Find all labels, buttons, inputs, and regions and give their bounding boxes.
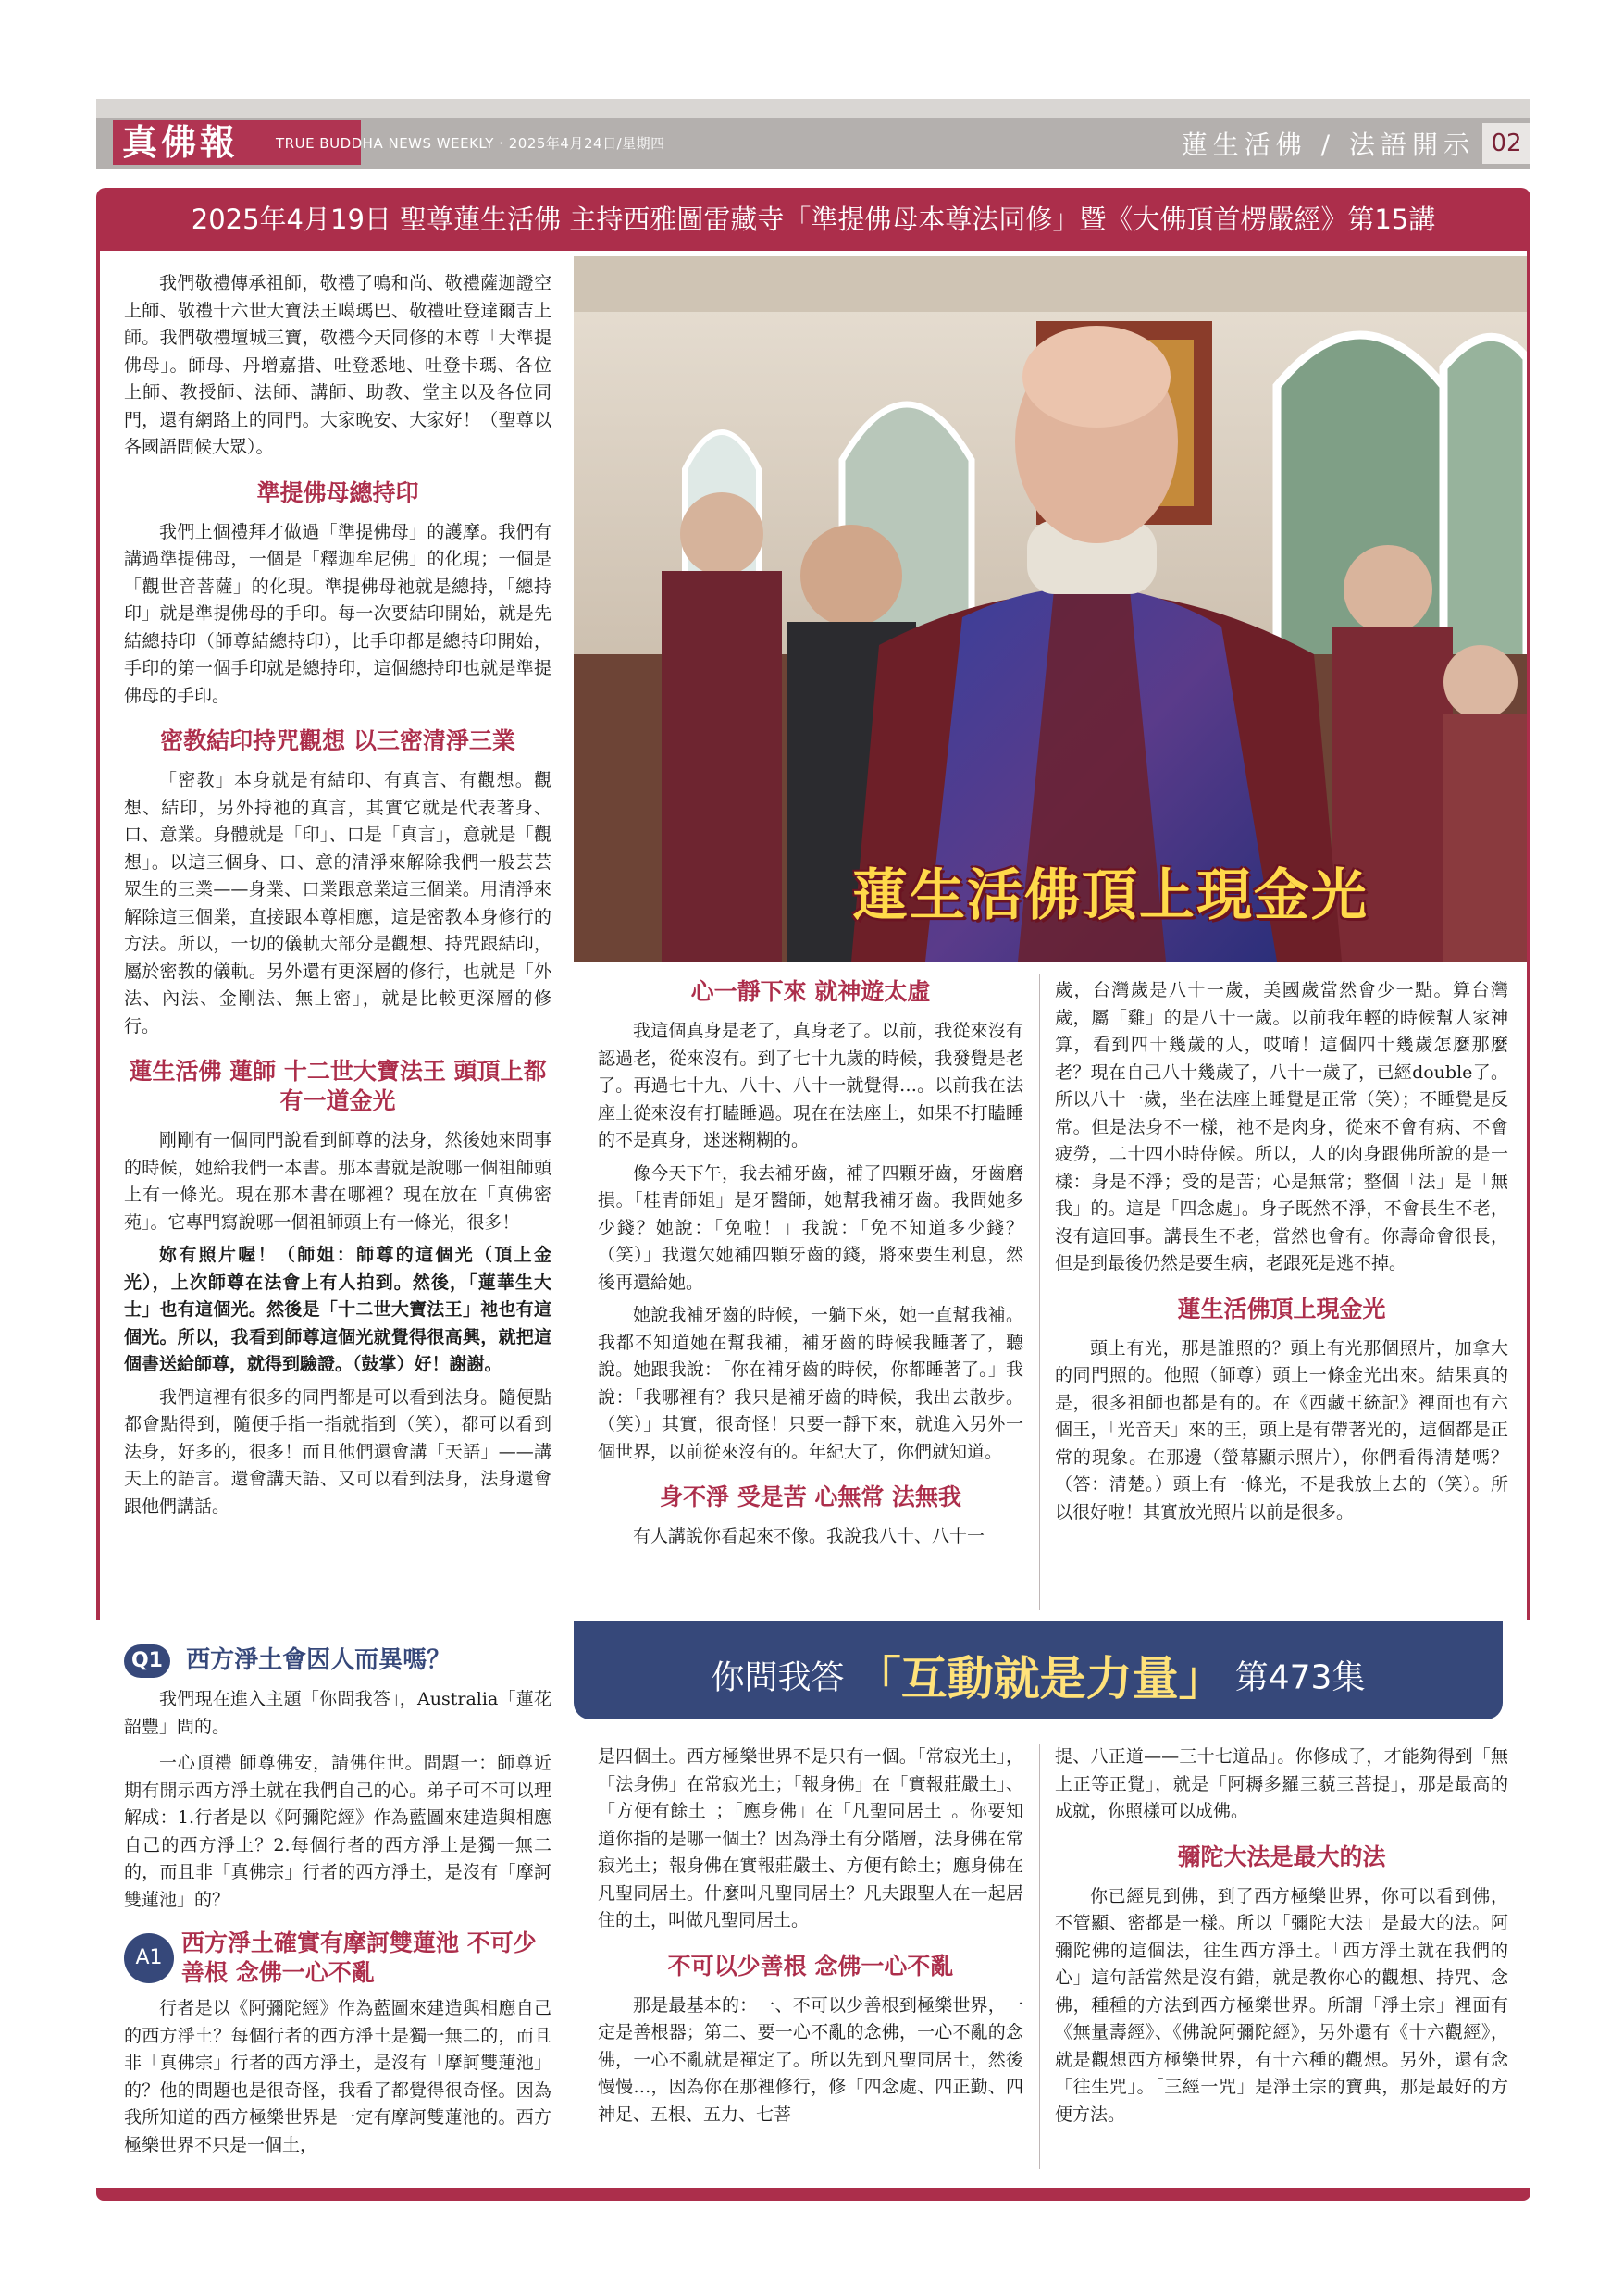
article-column-3 xyxy=(1055,977,1508,1532)
paragraph: 有人講說你看起來不像。我說我八十、八十一 xyxy=(633,1526,985,1546)
article-column-1 xyxy=(124,270,551,1526)
q-badge: Q1 xyxy=(124,1644,170,1678)
qa-banner-label: 你問我答 xyxy=(711,1658,845,1697)
qa-banner-episode: 第473集 xyxy=(1234,1658,1366,1697)
paragraph: 行者是以《阿彌陀經》作為藍圖來建造與相應自己的西方淨土？每個行者的西方淨土是獨一無二的，而且非「真佛宗」行者的西方淨土，是沒有「摩訶雙蓮池」的？他的問題也是很奇怪，我看了都覺得很奇怪。因為我所知道的西方極樂世界是一定有摩訶雙蓮池的。西方極樂世界不只是一個土， xyxy=(124,1998,551,2155)
edition-line: TRUE BUDDHA NEWS WEEKLY · 2025年4月24日/星期四 xyxy=(276,135,665,152)
answer-title: 西方淨土確實有摩訶雙蓮池 不可少善根 念佛一心不亂 xyxy=(181,1930,537,1986)
paragraph: 提、八正道——三十七道品」。你修成了，才能夠得到「無上正等正覺」，就是「阿耨多羅三藐三菩提」，那是最高的成就，你照樣可以成佛。 xyxy=(1055,1746,1508,1821)
paragraph: 我們這裡有很多的同門都是可以看到法身。隨便點都會點得到，隨便手指一指就指到（笑），都可以看到法身，好多的，很多！而且他們還會講「天語」——講天上的語言。還會講天語、又可以看到法身，法身還會跟他們講話。 xyxy=(124,1386,551,1517)
question-title-row xyxy=(124,1641,559,1678)
subheading: 密教結印持咒觀想 以三密清淨三業 xyxy=(160,727,515,754)
paragraph: 那是最基本的：一、不可以少善根到極樂世界，一定是善根器；第二、要一心不亂的念佛，一心不亂的念佛，一心不亂就是禪定了。所以先到凡聖同居土，然後慢慢…，因為你在那裡修行，修「四念處、四正勤、四神足、五根、五力、七菩 xyxy=(598,1994,1023,2125)
column-rule xyxy=(1039,1744,1040,2169)
paragraph: 妳有照片喔！（師姐：師尊的這個光（頂上金光），上次師尊在法會上有人拍到。然後，「蓮華生大士」也有這個光。然後是「十二世大寶法王」祂也有這個光。所以，我看到師尊這個光就覺得很高興，就把這個書送給師尊，就得到驗證。（鼓掌）好！謝謝。 xyxy=(124,1245,551,1374)
subheading: 準提佛母總持印 xyxy=(256,478,419,506)
answer-title-row xyxy=(124,1929,551,1988)
paragraph: 她說我補牙齒的時候，一躺下來，她一直幫我補。我都不知道她在幫我補，補牙齒的時候我睡著了，聽說。她跟我說：「你在補牙齒的時候，你都睡著了。」我說：「我哪裡有？我只是補牙齒的時候，我出去散步。（笑）」其實，很奇怪！只要一靜下來，就進入另外一個世界，以前從來沒有的。年紀大了，你們就知道。 xyxy=(598,1305,1023,1462)
qa-banner-title: 「互動就是力量」 xyxy=(854,1652,1225,1706)
section-label: 蓮生活佛 / 法語開示 xyxy=(1181,130,1475,160)
paragraph: 我這個真身是老了，真身老了。以前，我從來沒有認過老，從來沒有。到了七十九歲的時候，我發覺是老了。再過七十九、八十、八十一就覺得…。以前我在法座上從來沒有打瞌睡過。現在在法座上，如果不打瞌睡的不是真身，迷迷糊糊的。 xyxy=(598,1021,1023,1150)
paragraph: 歲，台灣歲是八十一歲，美國歲當然會少一點。算台灣歲，屬「雞」的是八十一歲。以前我年輕的時候幫人家神算，看到四十幾歲的人，哎唷！這個四十幾歲怎麼那麼老？現在自己八十幾歲了，八十一歲了，已經double了。所以八十一歲，坐在法座上睡覺是正常（笑）；不睡覺是反常。但是法身不一樣，祂不是肉身，從來不會有病、不會疲勞，二十四小時侍候。所以，人的肉身跟佛所說的是一樣：身是不淨；受的是苦；心是無常；整個「法」是「無我」的。這是「四念處」。身子既然不淨，不會長生不老，沒有這回事。講長生不老，當然也會有。你壽命會很長，但是到最後仍然是要生病，老跟死是逃不掉。 xyxy=(1055,980,1508,1273)
column-rule xyxy=(1039,974,1040,1610)
subheading: 身不淨 受是苦 心無常 法無我 xyxy=(659,1483,962,1510)
subheading: 彌陀大法是最大的法 xyxy=(1177,1843,1386,1870)
paragraph: 剛剛有一個同門說看到師尊的法身，然後她來問事的時候，她給我們一本書。那本書就是說哪一個祖師頭上有一條光。現在那本書在哪裡？現在放在「真佛密苑」。它專門寫說哪一個祖師頭上有一條光，很多！ xyxy=(124,1130,551,1233)
qa-column-3 xyxy=(1055,1744,1508,2134)
paragraph: 我們現在進入主題「你問我答」，Australia「蓮花韶豐」問的。 xyxy=(124,1689,551,1737)
page-number: 02 xyxy=(1482,123,1530,164)
article-column-2 xyxy=(598,972,1023,1557)
frame-right xyxy=(1527,251,1530,1620)
paragraph: 一心頂禮 師尊佛安，請佛住世。問題一：師尊近期有開示西方淨土就在我們自己的心。弟子可不可以理解成：1.行者是以《阿彌陀經》作為藍圖來建造與相應自己的西方淨土？2.每個行者的西方淨土是獨一無二的，而且非「真佛宗」行者的西方淨土，是沒有「摩訶雙蓮池」的？ xyxy=(124,1753,551,1910)
paragraph: 「密教」本身就是有結印、有真言、有觀想。觀想、結印，另外持祂的真言，其實它就是代表著身、口、意業。身體就是「印」、口是「真言」，意就是「觀想」。以這三個身、口、意的清淨來解除我們一般芸芸眾生的三業——身業、口業跟意業這三個業。用清淨來解除這三個業，直接跟本尊相應，這是密教本身修行的方法。所以，一切的儀軌大部分是觀想、持咒跟結印，屬於密教的儀軌。另外還有更深層的修行，也就是「外法、內法、金剛法、無上密」，就是比較更深層的修行。 xyxy=(124,770,551,1036)
paragraph: 我們敬禮傳承祖師，敬禮了鳴和尚、敬禮薩迦證空上師、敬禮十六世大寶法王噶瑪巴、敬禮吐登達爾吉上師。我們敬禮壇城三寶，敬禮今天同修的本尊「大準提佛母」。師母、丹增嘉措、吐登悉地、吐登卡瑪、各位上師、教授師、法師、講師、助教、堂主以及各位同門，還有網路上的同門。大家晚安、大家好！（聖尊以各國語問候大眾）。 xyxy=(124,273,551,457)
main-photo xyxy=(574,256,1527,962)
paragraph: 我們上個禮拜才做過「準提佛母」的護摩。我們有講過準提佛母，一個是「釋迦牟尼佛」的化現；一個是「觀世音菩薩」的化現。準提佛母祂就是總持，「總持印」就是準提佛母的手印。每一次要結印開始，就是先結總持印（師尊結總持印），比手印都是總持印開始，手印的第一個手印就是總持印，這個總持印也就是準提佛母的手印。 xyxy=(124,521,551,706)
qa-column-1 xyxy=(124,1686,551,2165)
paragraph: 你已經見到佛，到了西方極樂世界，你可以看到佛，不管顯、密都是一樣。所以「彌陀大法」是最大的法。阿彌陀佛的這個法，往生西方淨土。「西方淨土就在我們的心」這句話當然是沒有錯，就是教你心的觀想、持咒、念佛，種種的方法到西方極樂世界。所謂「淨土宗」裡面有《無量壽經》、《佛說阿彌陀經》，另外還有《十六觀經》，就是觀想西方極樂世界，有十六種的觀想。另外，還有念「往生咒」。「三經一咒」是淨土宗的寶典，那是最好的方便方法。 xyxy=(1055,1885,1508,2125)
qa-column-2 xyxy=(598,1744,1023,2134)
paragraph: 頭上有光，那是誰照的？頭上有光那個照片，加拿大的同門照的。他照（師尊）頭上一條金光出來。結果真的是，很多祖師也都是有的。在《西藏王統記》裡面也有六個王，「光音天」來的王，頭上是有帶著光的，這個都是正常的現象。在那邊（螢幕顯示照片），你們看得清楚嗎？（答：清楚。）頭上有一條光，不是我放上去的（笑）。所以很好啦！其實放光照片以前是很多。 xyxy=(1055,1337,1508,1522)
question-title: 西方淨土會因人而異嗎？ xyxy=(186,1646,452,1674)
qa-banner xyxy=(574,1621,1503,1719)
headline: 2025年4月19日 聖尊蓮生活佛 主持西雅圖雷藏寺「準提佛母本尊法同修」暨《大佛頂首楞嚴經》第15講 xyxy=(96,188,1530,251)
subheading: 不可以少善根 念佛一心不亂 xyxy=(667,1952,954,1980)
top-strip xyxy=(96,99,1530,118)
a-badge: A1 xyxy=(124,1933,174,1983)
paragraph: 是四個土。西方極樂世界不是只有一個。「常寂光土」，「法身佛」在常寂光土；「報身佛」在「實報莊嚴土」、「方便有餘土」；「應身佛」在「凡聖同居土」。你要知道你指的是哪一個土？因為淨土有分階層，法身佛在常寂光土；報身佛在實報莊嚴土、方便有餘土；應身佛在凡聖同居土。什麼叫凡聖同居土？凡夫跟聖人在一起居住的土，叫做凡聖同居土。 xyxy=(598,1746,1023,1930)
newspaper-logo: 真佛報 xyxy=(113,120,361,165)
subheading: 蓮生活佛頂上現金光 xyxy=(1177,1295,1386,1322)
subheading: 心一靜下來 就神遊太虛 xyxy=(690,978,931,1005)
bottom-bar xyxy=(96,2188,1530,2201)
photo-caption: 蓮生活佛頂上現金光 xyxy=(852,863,1369,928)
paragraph: 像今天下午，我去補牙齒，補了四顆牙齒，牙齒磨損。「桂青師姐」是牙醫師，她幫我補牙齒。我問她多少錢？她說：「免啦！」我說：「免不知道多少錢？（笑）」我還欠她補四顆牙齒的錢，將來要生利息，然後再還給她。 xyxy=(598,1162,1023,1293)
masthead xyxy=(96,118,1530,169)
frame-left xyxy=(96,251,100,1620)
subheading: 蓮生活佛 蓮師 十二世大寶法王 頭頂上都有一道金光 xyxy=(129,1058,547,1114)
